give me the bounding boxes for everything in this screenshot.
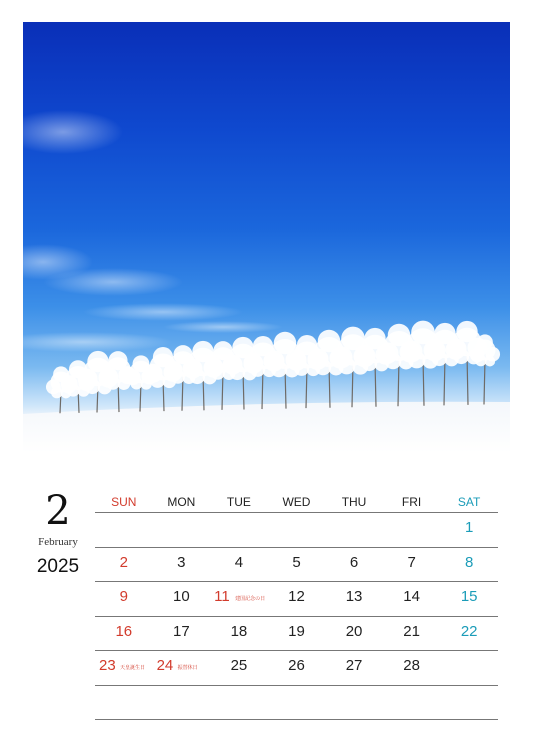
calendar-day-cell [268, 548, 326, 581]
calendar-day-cell [268, 686, 326, 719]
frosted-crown [108, 351, 127, 370]
calendar-day-cell [325, 686, 383, 719]
calendar-day-cell [383, 513, 441, 546]
calendar-day-cell [440, 582, 498, 615]
day-number: 21 [403, 622, 420, 640]
month-name: February [38, 536, 78, 548]
calendar-day-cell [440, 686, 498, 719]
calendar-bottom-rule [95, 719, 498, 720]
frosted-crown [456, 321, 477, 342]
calendar-day-cell [325, 617, 383, 650]
calendar-day-cell [268, 651, 326, 684]
holiday-note: 建国記念の日 [235, 596, 266, 602]
calendar-day-cell [210, 582, 268, 615]
calendar-day-cell [440, 617, 498, 650]
weekday-tue: TUE [226, 495, 251, 509]
day-number: 17 [173, 622, 190, 640]
calendar-week-row [95, 650, 498, 685]
calendar-day-cell [440, 548, 498, 581]
weekday-sun: SUN [111, 495, 137, 509]
day-number: 8 [465, 553, 474, 571]
weekday-thu: THU [341, 495, 367, 509]
calendar-day-cell [210, 548, 268, 581]
frosted-crown [477, 334, 493, 350]
day-number: 6 [349, 553, 359, 571]
landscape-photo [23, 22, 510, 453]
day-number: 13 [345, 588, 363, 605]
calendar-week-row [95, 547, 498, 582]
calendar-day-cell [95, 548, 153, 581]
calendar-day-cell [383, 686, 441, 719]
calendar-week-row [95, 581, 498, 616]
calendar-day-cell [210, 617, 268, 650]
calendar-day-cell [440, 513, 498, 546]
calendar-week-row [95, 512, 498, 547]
calendar-day-cell [95, 686, 153, 719]
calendar-day-cell [383, 582, 441, 615]
calendar-day-cell [383, 651, 441, 684]
day-number: 25 [230, 657, 248, 674]
day-number: 7 [407, 553, 416, 571]
calendar-day-cell [95, 513, 153, 546]
month-number: 2 [45, 488, 71, 534]
day-number: 5 [292, 553, 301, 571]
weeks [95, 512, 498, 719]
calendar-day-cell [440, 651, 498, 684]
calendar-day-cell [268, 582, 326, 615]
day-number: 2 [119, 553, 128, 571]
day-number: 15 [460, 588, 478, 605]
calendar-day-cell [268, 513, 326, 546]
tree-trunk [484, 358, 485, 404]
calendar-day-cell [325, 651, 383, 684]
calendar-week-row [95, 616, 498, 651]
day-number: 9 [119, 588, 128, 605]
frosted-crown [485, 356, 496, 367]
calendar-week-row [95, 685, 498, 720]
calendar-day-cell [153, 548, 211, 581]
weekday-fri: FRI [401, 495, 422, 509]
calendar-day-cell [210, 651, 268, 684]
day-number: 16 [115, 622, 133, 640]
calendar-day-cell [95, 582, 153, 615]
day-number: 22 [460, 622, 478, 640]
day-number: 24 [156, 657, 174, 674]
calendar-day-cell [325, 513, 383, 546]
calendar-day-cell [153, 582, 211, 615]
calendar-day-cell [383, 548, 441, 581]
day-number: 4 [234, 553, 244, 571]
day-number: 19 [288, 622, 305, 640]
day-number: 14 [403, 588, 420, 605]
day-number: 3 [177, 553, 186, 571]
day-number: 23 [99, 657, 116, 674]
holiday-note: 天皇誕生日 [120, 665, 146, 671]
calendar-day-cell [153, 651, 211, 684]
holiday-note: 振替休日 [177, 665, 198, 671]
calendar-day-cell [95, 617, 153, 650]
day-number: 10 [173, 588, 190, 605]
day-number: 27 [345, 657, 363, 674]
frosted-crown [274, 332, 297, 355]
weekday-mon: MON [167, 495, 196, 509]
weekday-sat: SAT [457, 495, 481, 509]
day-number: 18 [230, 622, 248, 640]
calendar-day-cell [268, 617, 326, 650]
calendar-day-cell [210, 513, 268, 546]
calendar-day-cell [210, 686, 268, 719]
calendar-day-cell [153, 513, 211, 546]
calendar-day-cell [325, 582, 383, 615]
calendar-day-cell [153, 686, 211, 719]
calendar-day-cell [95, 651, 153, 684]
calendar-day-cell [325, 548, 383, 581]
day-number: 26 [288, 657, 305, 674]
day-number: 11 [214, 588, 230, 605]
calendar-day-cell [383, 617, 441, 650]
calendar-grid [95, 492, 498, 720]
day-number: 20 [345, 622, 363, 640]
snowy-trees-illustration [23, 22, 510, 453]
calendar-day-cell [153, 617, 211, 650]
day-number: 28 [403, 657, 420, 674]
year: 2025 [36, 556, 80, 577]
day-number: 12 [288, 588, 305, 605]
weekday-header [95, 492, 498, 512]
weekday-wed: WED [282, 495, 311, 509]
day-number: 1 [465, 519, 474, 536]
